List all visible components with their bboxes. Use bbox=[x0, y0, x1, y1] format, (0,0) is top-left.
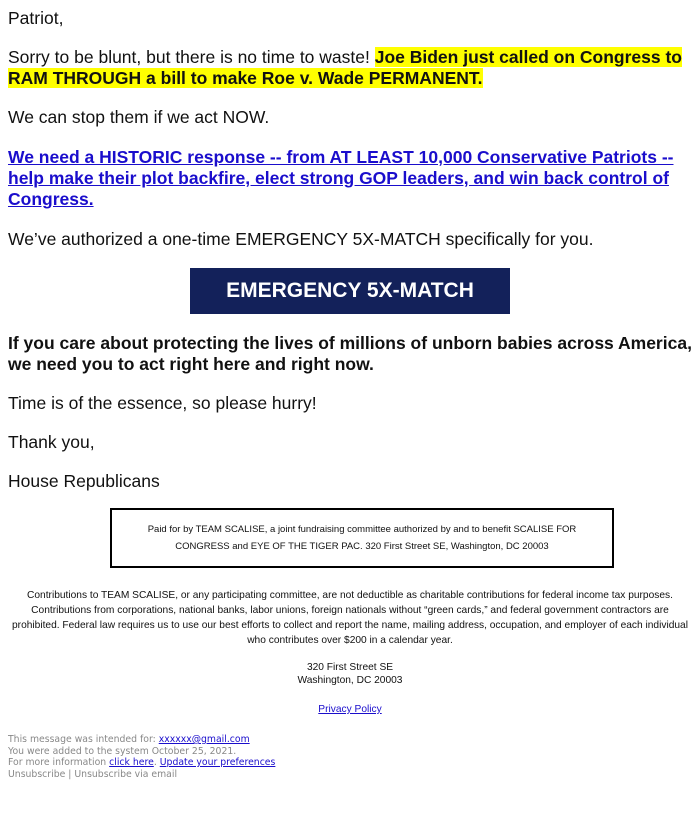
time-line: Time is of the essence, so please hurry! bbox=[8, 393, 317, 413]
address-line-2: Washington, DC 20003 bbox=[297, 675, 403, 686]
emergency-match-button[interactable]: EMERGENCY 5X-MATCH bbox=[190, 268, 510, 314]
email-footer bbox=[8, 734, 508, 780]
update-preferences-link[interactable]: Update your preferences bbox=[159, 757, 276, 768]
added-line: You were added to the system October 25, 2021. bbox=[8, 745, 237, 757]
greeting: Patriot, bbox=[8, 8, 64, 28]
click-here-link[interactable]: click here bbox=[109, 757, 154, 768]
recipient-email-link[interactable]: xxxxxx@gmail.com bbox=[158, 734, 250, 745]
paid-for-disclaimer-box bbox=[110, 508, 614, 568]
intended-prefix: This message was intended for: bbox=[8, 734, 159, 745]
more-info-separator: . bbox=[153, 757, 160, 768]
signature: House Republicans bbox=[8, 471, 160, 491]
donation-link-paragraph bbox=[8, 147, 692, 210]
email-body bbox=[8, 8, 692, 492]
mailing-address bbox=[0, 661, 700, 687]
unsubscribe-email-text[interactable]: Unsubscribe via email bbox=[74, 768, 178, 780]
privacy-wrapper bbox=[0, 704, 700, 715]
unsubscribe-pipe: | bbox=[65, 768, 75, 780]
more-info-prefix: For more information bbox=[8, 757, 110, 768]
intro-paragraph bbox=[8, 47, 692, 89]
address-line-1: 320 First Street SE bbox=[306, 662, 394, 673]
legal-text: Contributions to TEAM SCALISE, or any participating committee, are not deductible as charitable contributions for federal income tax purposes. Contributions from corporations, national banks, labor unions, foreign nationals without “green cards,” and federal government contractors are prohibited. Federal law requires us to use our best efforts to collect and report the name, mailing address, occupation, and employer of each individual who contributes over $200 in a calendar year. bbox=[12, 590, 688, 646]
thanks-line: Thank you, bbox=[8, 432, 95, 452]
care-paragraph: If you care about protecting the lives of millions of unborn babies across America, we need you to act right here and right now. bbox=[8, 333, 692, 374]
cta-wrapper bbox=[8, 268, 692, 314]
more-info-line bbox=[8, 757, 508, 769]
intro-plain-text: Sorry to be blunt, but there is no time to waste! bbox=[8, 47, 375, 67]
historic-response-link[interactable]: We need a HISTORIC response -- from AT LEAST 10,000 Conservative Patriots -- help make their plot backfire, elect strong GOP leaders, and win back control of Congress. bbox=[8, 147, 674, 209]
unsubscribe-text[interactable]: Unsubscribe bbox=[8, 768, 66, 780]
intro-highlight-text: Joe Biden just called on Congress to RAM THROUGH a bill to make Roe v. Wade PERMANENT. bbox=[8, 47, 682, 88]
stop-line: We can stop them if we act NOW. bbox=[8, 107, 270, 127]
intended-for-line bbox=[8, 734, 508, 746]
unsubscribe-line bbox=[8, 769, 508, 781]
privacy-policy-link[interactable]: Privacy Policy bbox=[318, 704, 382, 715]
authorized-line: We’ve authorized a one-time EMERGENCY 5X-MATCH specifically for you. bbox=[8, 229, 594, 249]
paid-for-text: Paid for by TEAM SCALISE, a joint fundraising committee authorized by and to benefit SCALISE FOR CONGRESS and EYE OF THE TIGER PAC. 320 First Street SE, Washington, DC 20003 bbox=[147, 524, 577, 552]
